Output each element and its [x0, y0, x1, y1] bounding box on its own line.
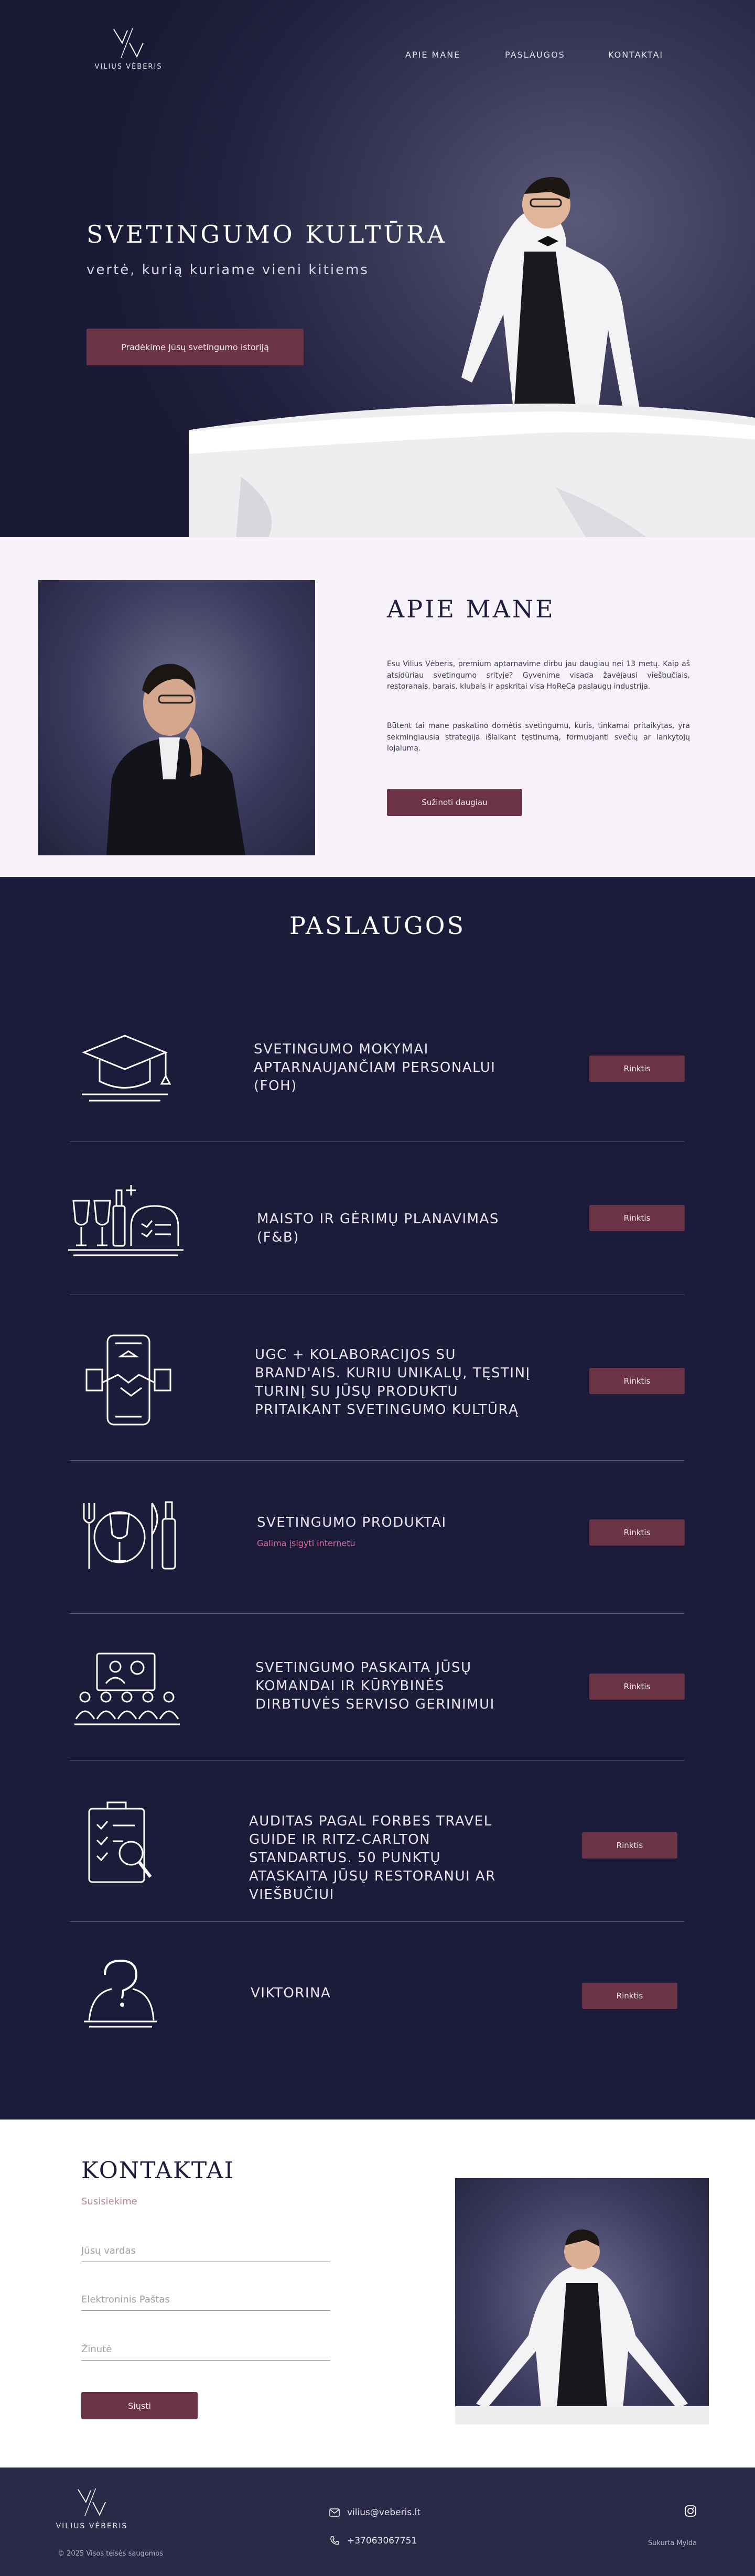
nav-kontaktai[interactable]: KONTAKTAI: [608, 50, 664, 60]
about-paragraph-2: Būtent tai mane paskatino domėtis svetingumu, kuris, tinkamai pritaikytas, yra sėkmingiausia strategija išlaikant tęstinumą, formuojanti svečių ar lankytojų lojalumą.: [387, 722, 690, 753]
phone-handshake-icon: [84, 1333, 173, 1427]
graduation-cap-icon: [79, 1031, 171, 1105]
lecture-icon: [73, 1651, 181, 1730]
site-credit[interactable]: Sukurta Mylda: [648, 2539, 697, 2547]
service-divider: [70, 1921, 684, 1922]
service-choose-button-4[interactable]: Rinktis: [589, 1519, 685, 1546]
audit-clipboard-icon: [87, 1798, 155, 1887]
copyright: © 2025 Visos teisės saugomos: [58, 2550, 164, 2558]
service-note-4[interactable]: Galima įsigyti internetu: [257, 1538, 355, 1548]
brand-name: VILIUS VĖBERIS: [94, 63, 163, 71]
service-title-5: SVETINGUMO PASKAITA JŪSŲ KOMANDAI IR KŪRYBINĖS DIRBTUVĖS SERVISO GERINIMUI: [255, 1660, 495, 1713]
send-button[interactable]: Siųsti: [81, 2392, 198, 2419]
service-choose-button-5[interactable]: Rinktis: [589, 1673, 685, 1700]
hero-cta-button[interactable]: Pradėkime Jūsų svetingumo istoriją: [87, 329, 304, 365]
footer-logo[interactable]: [55, 2487, 128, 2530]
food-beverage-icon: [68, 1180, 184, 1258]
service-divider: [70, 1460, 684, 1461]
services-section: [0, 877, 755, 2120]
email-field[interactable]: Elektroninis Paštas: [81, 2290, 330, 2311]
about-photo: [38, 580, 315, 855]
service-title-2: MAISTO IR GĖRIMŲ PLANAVIMAS (F&B): [257, 1211, 499, 1246]
service-title-6: AUDITAS PAGAL FORBES TRAVEL GUIDE IR RITZ-CARLTON STANDARTUS. 50 PUNKTŲ ATASKAITA JŪSŲ RESTORANUI AR VIEŠBUČIUI: [249, 1813, 496, 1903]
contact-subtitle: Susisiekime: [81, 2196, 137, 2207]
brand-monogram-icon: [76, 2487, 107, 2517]
quiz-cloche-icon: [81, 1957, 160, 2030]
service-title-4: SVETINGUMO PRODUKTAI: [257, 1515, 447, 1530]
phone-icon: [329, 2536, 340, 2546]
service-divider: [70, 1613, 684, 1614]
hero-title: SVETINGUMO KULTŪRA: [87, 220, 447, 248]
brand-monogram-icon: [112, 27, 145, 59]
service-choose-button-3[interactable]: Rinktis: [589, 1368, 685, 1394]
footer-phone-text: +37063067751: [347, 2536, 417, 2546]
about-more-button[interactable]: Sužinoti daugiau: [387, 789, 522, 816]
footer-email-text: vilius@veberis.lt: [347, 2507, 420, 2518]
instagram-icon[interactable]: [684, 2505, 697, 2517]
service-choose-button-6[interactable]: Rinktis: [582, 1832, 677, 1858]
footer-email[interactable]: [329, 2507, 420, 2518]
service-choose-button-1[interactable]: Rinktis: [589, 1056, 685, 1082]
service-choose-button-2[interactable]: Rinktis: [589, 1205, 685, 1231]
hero-section: [0, 0, 755, 537]
message-field[interactable]: Žinutė: [81, 2340, 330, 2361]
about-section: [0, 537, 755, 877]
tableware-icon: [79, 1498, 178, 1574]
footer-phone[interactable]: [329, 2536, 417, 2546]
mail-icon: [329, 2508, 340, 2517]
services-title: PASLAUGOS: [289, 911, 466, 940]
about-title: APIE MANE: [387, 595, 555, 623]
service-title-1: SVETINGUMO MOKYMAI APTARNAUJANČIAM PERSONALUI (FOH): [254, 1041, 496, 1094]
service-title-7: VIKTORINA: [251, 1985, 331, 2001]
nav-paslaugos[interactable]: PASLAUGOS: [505, 50, 565, 60]
brand-logo[interactable]: [89, 27, 168, 71]
contact-portrait-image: [455, 2178, 709, 2425]
contact-photo: [455, 2178, 709, 2425]
service-title-3: UGC + KOLABORACIJOS SU BRAND'AIS. KURIU UNIKALŲ, TĘSTINĮ TURINĮ SU JŪSŲ PRODUKTU PRITAIKANT SVETINGUMO KULTŪRĄ: [255, 1347, 531, 1418]
service-choose-button-7[interactable]: Rinktis: [582, 1983, 677, 2009]
footer-brand-name: VILIUS VĖBERIS: [56, 2522, 128, 2530]
about-paragraph-1: Esu Vilius Vėberis, premium aptarnavime dirbu jau daugiau nei 13 metų. Kaip aš atsidūriau svetingumo srityje? Gyvenime visada žavėjausi viešbučiais, restoranais, barais, klubais ir apskritai visa HoReCa paslaugų industrija.: [387, 660, 690, 691]
contact-title: KONTAKTAI: [81, 2157, 234, 2184]
contact-section: [0, 2120, 755, 2468]
hero-tagline: vertė, kurią kuriame vieni kitiems: [87, 262, 369, 278]
name-field[interactable]: Jūsų vardas: [81, 2241, 330, 2262]
portrait-image: [38, 580, 315, 855]
nav-apie-mane[interactable]: APIE MANE: [405, 50, 461, 60]
footer: [0, 2468, 755, 2576]
